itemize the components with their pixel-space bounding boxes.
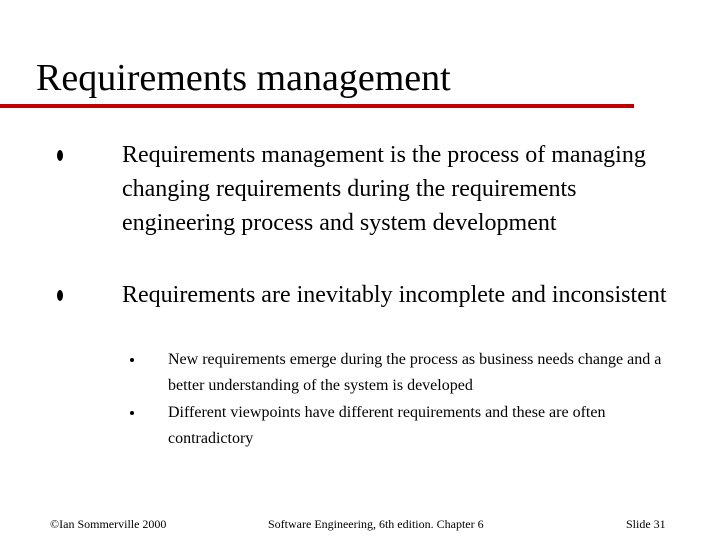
title-underline-rule (0, 104, 634, 108)
bullet-item-1: Requirements management is the process of managing changing requirements during the requirements engineering process and system development (122, 142, 646, 236)
footer-copyright: ©Ian Sommerville 2000 (50, 517, 167, 531)
sub-bullet-dot-icon (130, 411, 134, 415)
sub-bullet-item-1: New requirements emerge during the process as business needs change and a better understanding of the system is developed (168, 351, 662, 394)
bullet-item-2: Requirements are inevitably incomplete and inconsistent (122, 282, 667, 308)
bullet-dot-icon (57, 290, 63, 301)
slide-title: Requirements management (36, 57, 451, 99)
bullet-dot-icon (57, 150, 63, 161)
footer-slide-number: Slide 31 (626, 517, 666, 531)
footer-book-title: Software Engineering, 6th edition. Chapter 6 (268, 517, 484, 531)
sub-bullet-item-2: Different viewpoints have different requirements and these are often contradictory (168, 404, 606, 447)
sub-bullet-dot-icon (130, 358, 134, 362)
